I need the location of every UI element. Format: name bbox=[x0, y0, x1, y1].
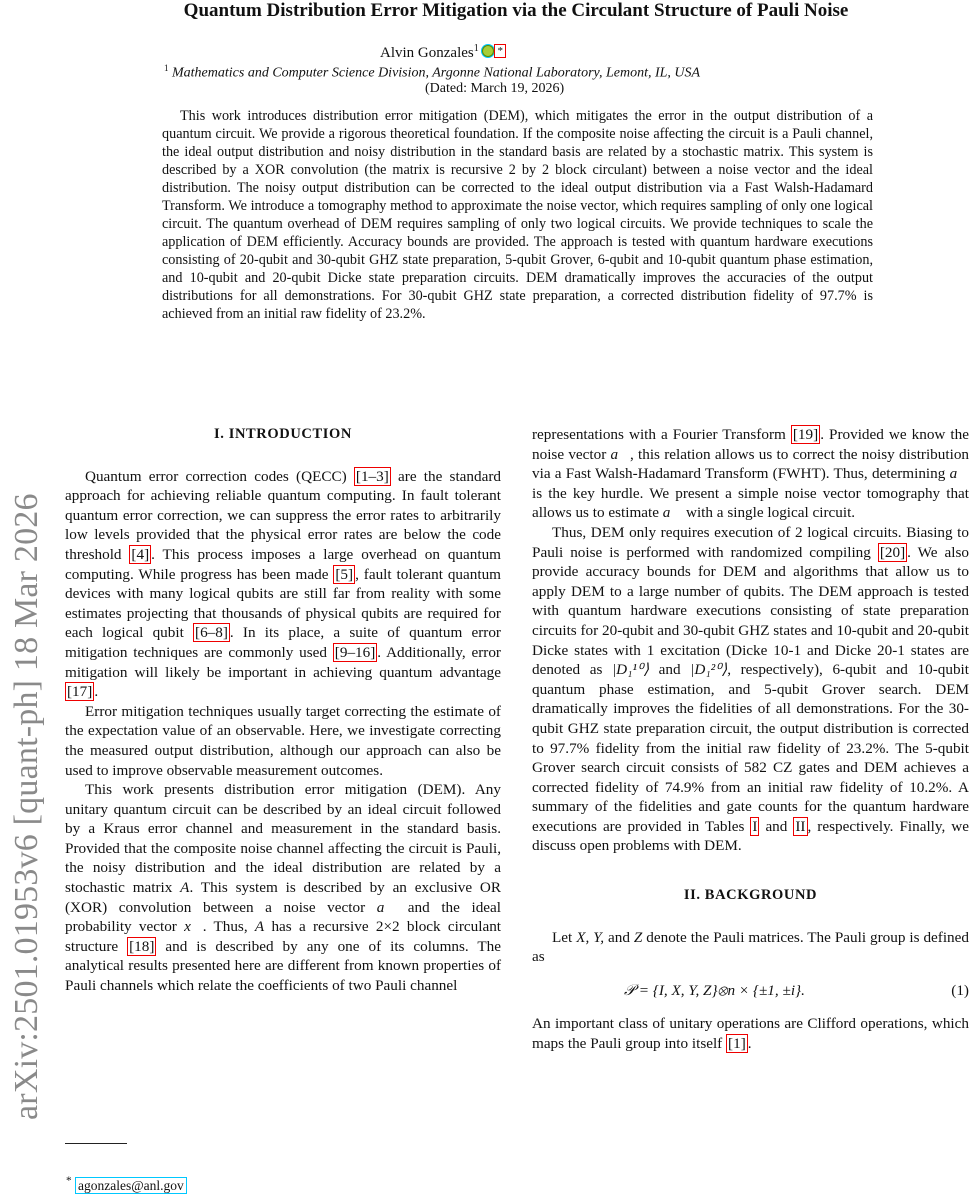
footnote-marker: * bbox=[66, 1175, 72, 1187]
equation-number: (1) bbox=[951, 981, 969, 999]
affiliation-sup: 1 bbox=[164, 63, 169, 73]
left-column bbox=[65, 425, 501, 996]
paragraph: Let X, Y, and Z denote the Pauli matrices. The Pauli group is defined as bbox=[532, 928, 969, 966]
section-heading-background: II. BACKGROUND bbox=[683, 887, 818, 904]
date-line: (Dated: March 19, 2026) bbox=[425, 81, 565, 96]
footnote bbox=[66, 1175, 187, 1194]
footnote-rule bbox=[65, 1143, 127, 1144]
affiliation bbox=[164, 63, 894, 82]
paragraph: An important class of unitary operations are Clifford operations, which maps the Pauli group into itself [1] . bbox=[532, 1015, 969, 1053]
author-line bbox=[380, 43, 620, 62]
citation-link[interactable]: [1] bbox=[728, 1035, 746, 1053]
affiliation-text: Mathematics and Computer Science Division, Argonne National Laboratory, Lemont, IL, USA bbox=[172, 65, 701, 81]
equation-body: 𝒫 = {I, X, Y, Z}⊗n × {±1, ±i}. bbox=[624, 981, 805, 999]
citation-link[interactable]: [20] bbox=[879, 543, 906, 561]
citation-link[interactable]: [6–8] bbox=[195, 624, 228, 642]
section-heading-introduction: I. INTRODUCTION bbox=[214, 426, 352, 442]
citation-link[interactable]: [18] bbox=[129, 937, 155, 955]
paragraph: This work presents distribution error mitigation (DEM). Any unitary quantum circuit can be described by an ideal circuit followed by a Kraus error channel and measurement in the standard basis. Provided that the composite noise channel affecting the circuit is Pauli, the noisy distribution and the ideal distribution are related by a stochastic matrix A. This system is described by an exclusive OR (XOR) convolution between a noise vector a⃗ and the ideal probability vector x⃗. Thus, A has a recursive 2×2 block circulant structure [18] and is described by any one of its columns. The analytical results presented here are different from known properties of Pauli channels which relate the coefficients of two Pauli channel bbox=[65, 781, 502, 995]
table-link[interactable]: I bbox=[752, 817, 758, 835]
email-link[interactable]: agonzales@anl.gov bbox=[75, 1177, 187, 1194]
table-link[interactable]: II bbox=[795, 817, 806, 835]
paragraph: Quantum error correction codes (QECC) [1–3] are the standard approach for achieving reliable quantum computing. In fault tolerant quantum error correction, we can suppress the error rates to arbitrarily low levels provided that the physical error rates are below the code threshold [4] . This process imposes a large overhead on quantum computing. While progress has been made [5] , fault tolerant quantum devices with many logical qubits are still far from reality with some estimates projecting that thousands of physical qubits are required for each logical qubit [6–8] . In its place, a suite of quantum error mitigation techniques are commonly used [9–16] . Additionally, error mitigation will likely be important in achieving quantum advantage [17] . bbox=[65, 467, 501, 701]
citation-link[interactable]: [1–3] bbox=[355, 467, 389, 485]
author-affil-sup: 1 bbox=[473, 43, 479, 54]
citation-link[interactable]: [4] bbox=[131, 545, 150, 563]
abstract: This work introduces distribution error mitigation (DEM), which mitigates the error in the output distribution of a quantum circuit. We provide a rigorous theoretical foundation. If the composite noise affecting the circuit is a Pauli channel, the ideal output distribution and noisy distribution in the standard basis are related by a stochastic matrix. This system is described by a XOR convolution (the matrix is recursive 2 by 2 block circulant) between a noise vector and the ideal distribution. The noisy output distribution can be corrected to the ideal output distribution via a Fast Walsh-Hadamard Transform. We introduce a tomography method to approximate the noise vector, which requires sampling of only one logical circuit. The quantum overhead of DEM requires sampling of only two logical circuits. We provide techniques to scale the application of DEM efficiently. Accuracy bounds are provided. The approach is tested with quantum hardware executions consisting of 20-qubit and 30-qubit GHZ state preparation, 5-qubit Grover, 6-qubit and 10-qubit quantum phase estimation, and 10-qubit and 20-qubit Dicke state preparation circuits. DEM dramatically improves the accuracies of the output distributions for all demonstrations. For 30-qubit GHZ state preparation, a corrected distribution fidelity of 97.7% is achieved from an initial raw fidelity of 23.2%. bbox=[162, 108, 873, 322]
equation-1 bbox=[532, 981, 969, 1001]
paragraph: representations with a Fourier Transform [19] . Provided we know the noise vector a⃗, this relation allows us to correct the noisy distribution via a Fast Walsh-Hadamard Transform (FWHT). Thus, determining a⃗ is the key hurdle. We present a simple noise vector tomography that allows us to estimate a⃗ with a single logical circuit. bbox=[532, 426, 970, 522]
orcid-icon[interactable] bbox=[482, 45, 494, 57]
paper-title: Quantum Distribution Error Mitigation via the Circulant Structure of Pauli Noise bbox=[183, 0, 849, 21]
citation-link[interactable]: [19] bbox=[792, 426, 819, 443]
citation-link[interactable]: [17] bbox=[67, 683, 93, 701]
arxiv-id[interactable]: arXiv:2501.01953v6 [quant-ph] 18 Mar 2026 bbox=[8, 493, 45, 1120]
corresponding-author-link[interactable]: * bbox=[494, 44, 506, 58]
author-name: Alvin Gonzales bbox=[380, 45, 474, 61]
paragraph: Error mitigation techniques usually target correcting the estimate of the expectation value of an observable. Here, we investigate correcting the measured output distribution, although our approach can also be used to improve observable measurement outcomes. bbox=[65, 702, 501, 779]
right-column bbox=[532, 425, 969, 1054]
citation-link[interactable]: [5] bbox=[335, 565, 354, 583]
paragraph: Thus, DEM only requires execution of 2 logical circuits. Biasing to Pauli noise is performed with randomized compiling [20] . We also provide accuracy bounds for DEM and algorithms that allow us to apply DEM to a large number of qubits. The DEM approach is tested with quantum hardware executions consisting of state preparation circuits for 20-qubit and 30-qubit GHZ states and 10-qubit and 20-qubit Dicke states with 1 excitation (Dicke 10-1 and Dicke 20-1 states are denoted as |D₁¹⁰⟩ and |D₁²⁰⟩, respectively), 6-qubit and 10-qubit quantum phase estimation, and 5-qubit Grover search. DEM dramatically improves the fidelities of all demonstrations. For the 30-qubit GHZ state preparation circuit, the output distribution is corrected to 97.7% fidelity from the initial raw fidelity of 23.2%. The 5-qubit Grover search circuit consists of 582 CZ gates and DEM achieves a corrected fidelity of 74.9% from an initial raw fidelity of 10.2%. A summary of the fidelities and gate counts for the quantum hardware executions are provided in Tables I and II , respectively. Finally, we discuss open problems with DEM. bbox=[532, 523, 970, 855]
citation-link[interactable]: [9–16] bbox=[334, 643, 376, 661]
arxiv-side-stamp bbox=[2, 300, 46, 1120]
